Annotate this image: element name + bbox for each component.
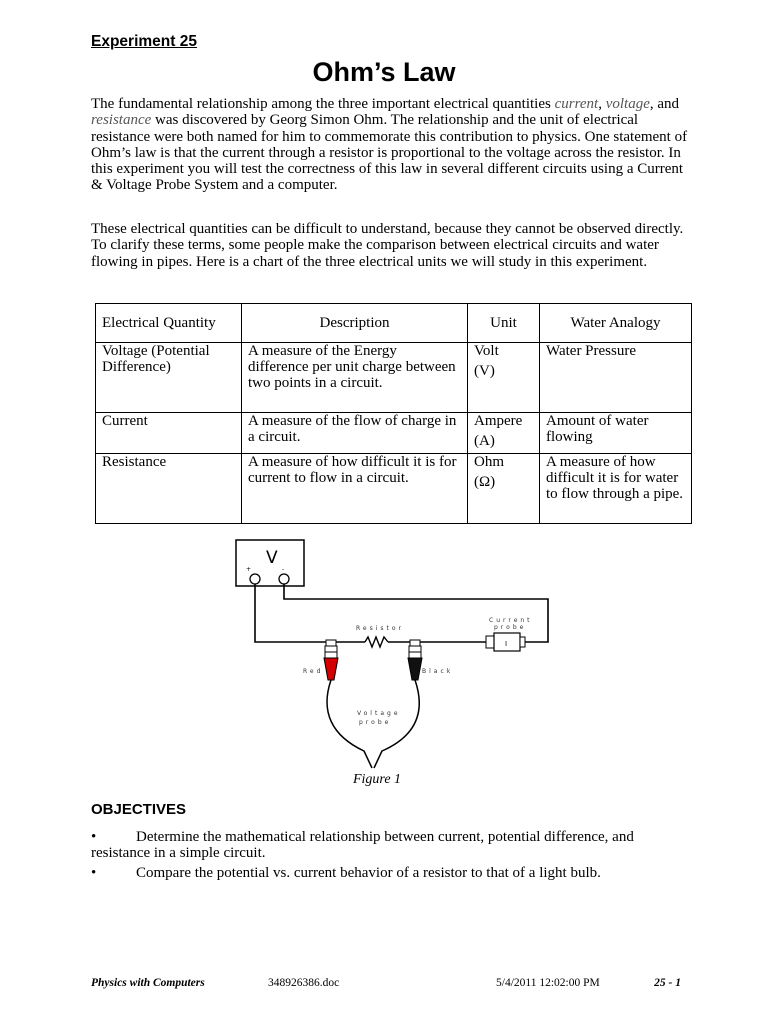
cell-quantity: Resistance — [96, 454, 242, 524]
comma: , — [598, 96, 602, 112]
red-clip — [324, 640, 338, 680]
intro-paragraph — [91, 96, 691, 194]
current-probe — [486, 633, 525, 651]
objective-text: Compare the potential vs. current behavior of a resistor to that of a light bulb. — [136, 864, 601, 881]
unit-name: Volt — [474, 343, 499, 359]
term-current: current — [554, 96, 599, 112]
header-description: Description — [242, 304, 468, 343]
footer-filename: 348926386.doc — [268, 977, 340, 989]
objectives-list — [91, 829, 691, 884]
table-row — [96, 413, 692, 454]
unit-symbol: (V) — [474, 363, 495, 379]
circuit-diagram — [232, 536, 562, 776]
minus-terminal — [279, 574, 289, 584]
table-row — [96, 343, 692, 413]
current-probe-label-2: probe — [494, 624, 527, 631]
cell-quantity: Voltage (Potential Difference) — [96, 343, 242, 413]
voltage-probe-label-2: probe — [359, 719, 392, 726]
cell-description: A measure of the Energy difference per unit charge between two points in a circuit. — [242, 343, 468, 413]
list-item — [91, 829, 691, 862]
cell-description: A measure of the flow of charge in a circuit. — [242, 413, 468, 454]
black-clip — [408, 640, 422, 680]
page-footer — [91, 977, 681, 993]
term-resistance: resistance — [91, 112, 152, 129]
plus-terminal-label: + — [246, 566, 252, 573]
current-probe-label: Current — [489, 617, 533, 624]
cell-analogy: Amount of water flowing — [540, 413, 692, 454]
plus-terminal — [250, 574, 260, 584]
circuit-figure — [232, 536, 562, 796]
figure-caption: Figure 1 — [352, 772, 402, 787]
unit-symbol: (Ω) — [474, 474, 496, 490]
electrical-units-table — [95, 303, 692, 524]
resistor — [365, 637, 388, 647]
header-quantity: Electrical Quantity — [96, 304, 242, 343]
red-label: Red — [303, 668, 324, 675]
resistor-label: Resistor — [356, 625, 404, 632]
analogy-paragraph: These electrical quantities can be difficult to understand, because they cannot be observed directly. To clarify these terms, some people make the comparison between electrical circuits and water flowing in pipes. Here is a chart of the three electrical units we will study in this experiment. — [91, 221, 684, 270]
cell-unit — [468, 413, 540, 454]
and-connector: , and — [649, 96, 680, 112]
list-item — [91, 865, 691, 881]
experiment-number: Experiment 25 — [91, 33, 197, 50]
cell-unit — [468, 343, 540, 413]
footer-page-number: 25 - 1 — [654, 977, 681, 989]
cell-unit — [468, 454, 540, 524]
cell-quantity: Current — [96, 413, 242, 454]
voltmeter-symbol: V — [266, 548, 278, 568]
cell-analogy: A measure of how difficult it is for water to flow through a pipe. — [540, 454, 692, 524]
unit-symbol: (A) — [474, 433, 495, 449]
unit-name: Ampere — [474, 413, 523, 429]
footer-book-title: Physics with Computers — [91, 977, 205, 989]
term-voltage: voltage — [605, 96, 650, 112]
bullet: • — [91, 829, 97, 845]
cell-analogy: Water Pressure — [540, 343, 692, 413]
page-title: Ohm’s Law — [312, 57, 456, 87]
voltage-probe-label: Voltage — [357, 710, 401, 717]
minus-terminal-label: - — [282, 566, 285, 573]
cell-description: A measure of how difficult it is for current to flow in a circuit. — [242, 454, 468, 524]
objectives-heading: OBJECTIVES — [91, 801, 187, 818]
footer-date: 5/4/2011 12:02:00 PM — [496, 977, 600, 989]
black-label: Black — [422, 668, 454, 675]
objective-text: Determine the mathematical relationship between current, potential difference, and resistance in a simple circuit. — [91, 829, 634, 862]
bullet: • — [91, 864, 97, 881]
unit-name: Ohm — [474, 454, 504, 470]
table-row — [96, 454, 692, 524]
header-water-analogy: Water Analogy — [540, 304, 692, 343]
intro-text-end: was discovered by Georg Simon Ohm. The relationship and the unit of electrical resistance were both named for him to commemorate this contribution to physics. One statement of Ohm’s law is that the current through a resistor is proportional to the voltage across the resistor. In this experiment you will test the correctness of this law in several different circuits using a Current & Voltage Probe System and a computer. — [91, 112, 688, 194]
intro-text-start: The fundamental relationship among the three important electrical quantities — [91, 96, 555, 112]
table-header-row — [96, 304, 692, 343]
header-unit: Unit — [468, 304, 540, 343]
current-probe-symbol: I — [505, 640, 508, 648]
